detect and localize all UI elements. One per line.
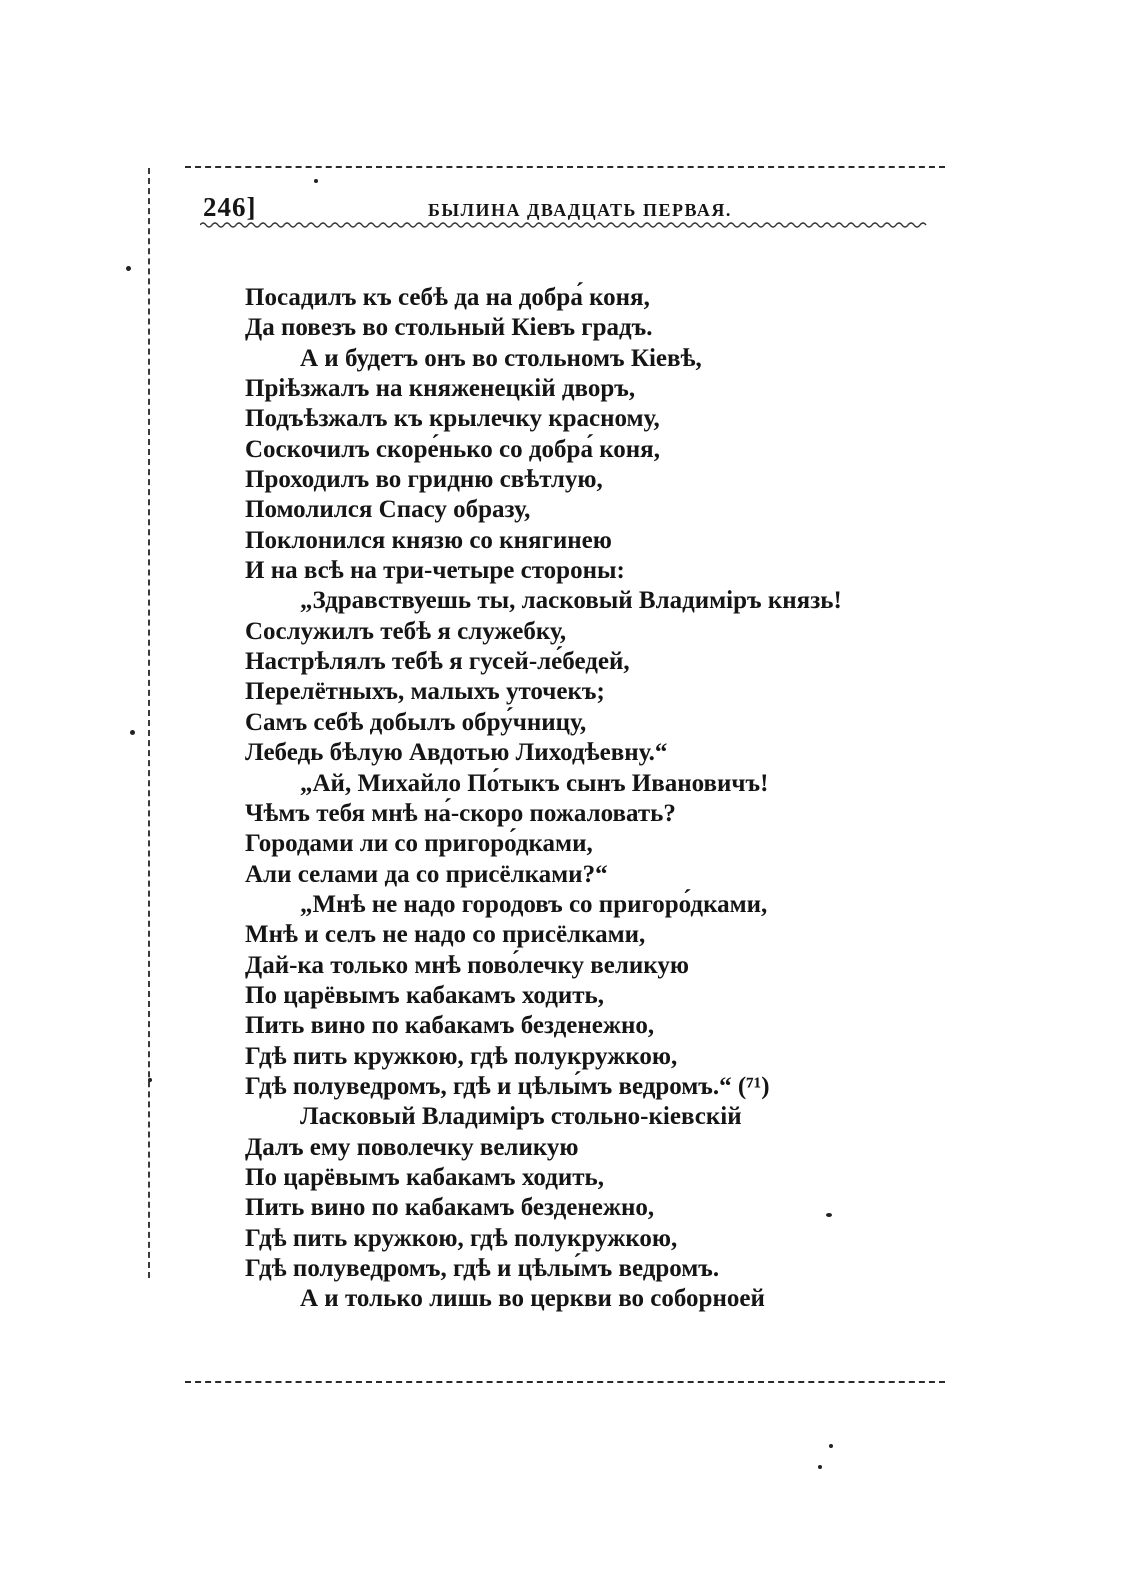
verse-line: Городами ли со пригоро́дками, (245, 830, 593, 858)
verse-line: Гдѣ пить кружкою, гдѣ полукружкою, (245, 1042, 678, 1070)
verse-line: Далъ ему поволечку великую (245, 1133, 579, 1161)
verse-line: Помолился Спасу образу, (245, 496, 531, 524)
ink-speck (818, 1465, 822, 1469)
top-rule (185, 166, 945, 168)
wavy-rule (200, 218, 928, 232)
verse-line: Настрѣлялъ тебѣ я гусей-ле́бедей, (245, 648, 630, 676)
verse-line: Да повезъ во стольный Кіевъ градъ. (245, 314, 653, 342)
verse-line: И на всѣ на три-четыре стороны: (245, 557, 625, 585)
verse-line: Сослужилъ тебѣ я служебку, (245, 617, 567, 645)
ink-speck (829, 1444, 833, 1448)
verse-line: А и только лишь во церкви во соборноей (300, 1285, 765, 1313)
verse-line: Пріѣзжалъ на княженецкій дворъ, (245, 375, 636, 403)
ink-speck (130, 730, 135, 735)
verse-line: Самъ себѣ добылъ обру́чницу, (245, 708, 587, 736)
verse-line: По царёвымъ кабакамъ ходить, (245, 1163, 605, 1191)
page-number: 246] (203, 192, 257, 222)
verse-text (245, 283, 945, 1315)
left-margin-line (148, 168, 150, 1278)
verse-line: Проходилъ во гридню свѣтлую, (245, 466, 603, 494)
verse-line: По царёвымъ кабакамъ ходить, (245, 981, 605, 1009)
verse-line: Пить вино по кабакамъ безденежно, (245, 1194, 655, 1222)
ink-speck (826, 1213, 832, 1217)
verse-line: Подъѣзжалъ къ крылечку красному, (245, 405, 660, 433)
verse-line: „Мнѣ не надо городовъ со пригоро́дками, (300, 890, 768, 918)
verse-line: Лебедь бѣлую Авдотью Лиходѣевну.“ (245, 739, 668, 767)
verse-line: Гдѣ полуведромъ, гдѣ и цѣлы́мъ ведромъ.“ (⁷¹) (245, 1072, 770, 1100)
verse-line: Али селами да со присёлками?“ (245, 860, 608, 888)
bottom-rule (185, 1381, 945, 1383)
verse-line: Дай-ка только мнѣ пово́лечку великую (245, 951, 689, 979)
verse-line: Пить вино по кабакамъ безденежно, (245, 1012, 655, 1040)
running-head: БЫЛИНА ДВАДЦАТЬ ПЕРВАЯ. (428, 200, 732, 220)
verse-line: А и будетъ онъ во стольномъ Кіевѣ, (300, 344, 702, 372)
verse-line: Ласковый Владиміръ стольно-кіевскій (300, 1103, 742, 1131)
verse-line: Посадилъ къ себѣ да на добра́ коня, (245, 284, 650, 311)
verse-line: Соскочилъ скоре́нько со добра́ коня, (245, 435, 660, 463)
verse-line: Гдѣ полуведромъ, гдѣ и цѣлы́мъ ведромъ. (245, 1255, 720, 1282)
verse-line: Поклонился князю со княгинею (245, 526, 612, 554)
verse-line: Перелётныхъ, малыхъ уточекъ; (245, 678, 605, 706)
ink-speck (314, 179, 318, 183)
verse-line: Гдѣ пить кружкою, гдѣ полукружкою, (245, 1224, 678, 1252)
verse-line: „Ай, Михайло По́тыкъ сынъ Ивановичъ! (300, 769, 769, 797)
ink-speck (126, 266, 131, 271)
verse-line: „Здравствуешь ты, ласковый Владиміръ князь! (300, 587, 842, 615)
verse-line: Мнѣ и селъ не надо со присёлками, (245, 921, 646, 949)
verse-line: Чѣмъ тебя мнѣ на́-скоро пожаловать? (245, 799, 676, 827)
ink-speck (148, 1078, 152, 1082)
